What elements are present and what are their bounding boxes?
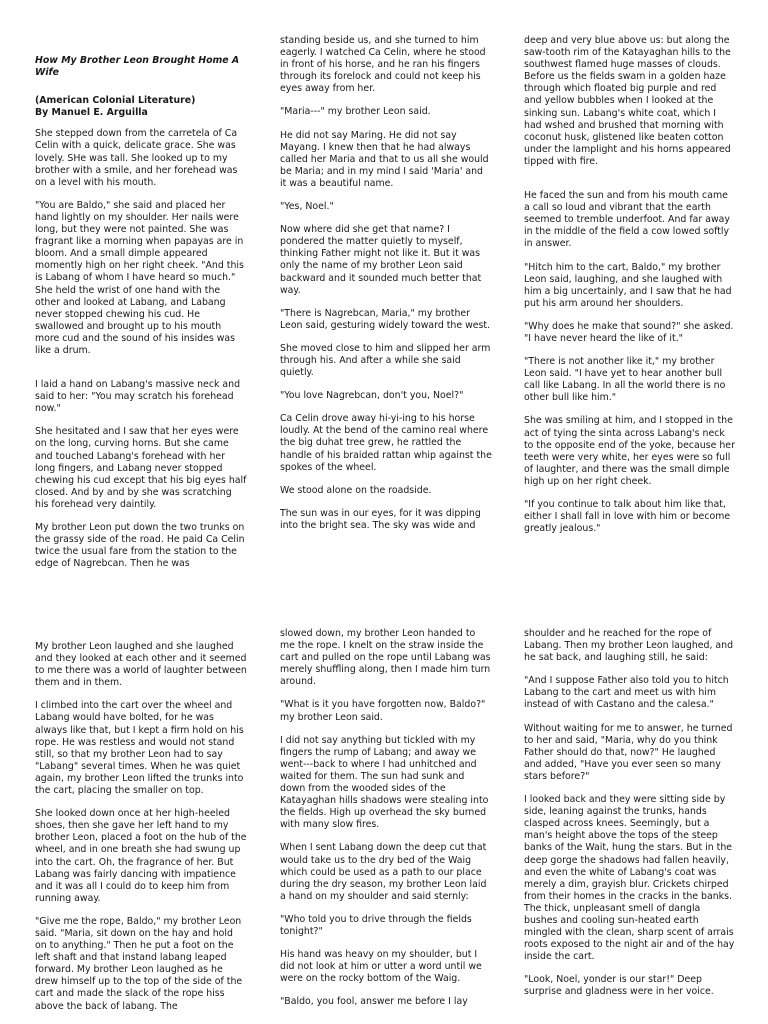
paragraph: standing beside us, and she turned to him eagerly. I watched Ca Celin, where he stood in front of his horse, and he ran his fingers through its forelock and could not keep his eyes away from her. (280, 35, 486, 95)
paragraph: He faced the sun and from his mouth came a call so loud and vibrant that the earth seemed to tremble underfoot. And far away in the middle of the field a cow lowed softly in answer. (524, 190, 730, 250)
paragraph: When I sent Labang down the deep cut that would take us to the dry bed of the Waig which could be used as a path to our place during the dry season, my brother Leon laid a hand on my shoulder and said sternly: (280, 842, 487, 902)
paragraph: "Who told you to drive through the fields tonight?" (280, 913, 472, 937)
author-line: By Manuel E. Arguilla (35, 107, 148, 119)
paragraph: His hand was heavy on my shoulder, but I did not look at him or utter a word until we were on the rocky bottom of the Waig. (280, 949, 482, 985)
paragraph: deep and very blue above us: but along the saw-tooth rim of the Katayaghan hills to the southwest flamed huge masses of clouds. Before us the fields swam in a golden haze through which floated big purple and red and yellow bubbles when I looked at the sinking sun. Labang's white coat, which I had wshed and brushed that morning with coconut husk, glistened like beaten cotton under the lamplight and his horns appeared tipped with fire. (524, 35, 731, 167)
column-4 (35, 641, 247, 1024)
story-source (35, 95, 247, 119)
paragraph: The sun was in our eyes, for it was dipping into the bright sea. The sky was wide and (280, 507, 481, 531)
paragraph: "Give me the rope, Baldo," my brother Leon said. "Maria, sit down on the hay and hold on to anything." Then he put a foot on the left shaft and that instand labang leaped forward. My brother Leon laughed as he drew himself up to the top of the side of the cart and made the slack of the rope hiss above the back of labang. The (35, 915, 243, 1012)
paragraph: I laid a hand on Labang's massive neck and said to her: "You may scratch his forehead now." (35, 379, 241, 415)
column-5 (280, 628, 492, 1019)
paragraph: I did not say anything but tickled with my fingers the rump of Labang; and away we went---back to where I had unhitched and waited for them. The sun had sunk and down from the wooded sides of the Katayaghan hills shadows were stealing into the fields. High up overhead the sky burned with many slow fires. (280, 734, 489, 831)
paragraph: "You are Baldo," she said and placed her hand lightly on my shoulder. Her nails were long, but they were not painted. She was fragrant like a morning when papayas are in bloom. And a small dimple appeared momently high on her right cheek. "And this is Labang of whom I have heard so much." She held the wrist of one hand with the other and looked at Labang, and Labang never stopped chewing his cud. He swallowed and brought up to his mouth more cud and the sound of his insides was like a drum. (35, 199, 244, 356)
paragraph: "Hitch him to the cart, Baldo," my brother Leon said, laughing, and she laughed with him a big uncertainly, and I saw that he had put his arm around her shoulders. (524, 261, 732, 309)
paragraph: Now where did she get that name? I pondered the matter quietly to myself, thinking Father might not like it. But it was only the name of my brother Leon said backward and it sounded much better that way. (280, 224, 482, 296)
paragraph: He did not say Maring. He did not say Mayang. I knew then that he had always called her Maria and that to us all she would be Maria; and in my mind I said 'Maria' and it was a beautiful name. (280, 129, 489, 189)
column-2 (280, 35, 492, 543)
paragraph: "Baldo, you fool, answer me before I lay (280, 996, 468, 1008)
paragraph: I looked back and they were sitting side by side, leaning against the trunks, hands clasped across knees. Seemingly, but a man's height above the tops of the steep banks of the Wait, hung the stars. But in the deep gorge the shadows had fallen heavily, and even the white of Labang's coat was merely a dim, grayish blur. Crickets chirped from their homes in the cracks in the banks. The thick, unpleasant smell of dangla bushes and cooling sun-heated earth mingled with the clean, sharp scent of arrais roots exposed to the night air and of the hay inside the cart. (524, 794, 735, 963)
paragraph: She stepped down from the carretela of Ca Celin with a quick, delicate grace. She was lovely. SHe was tall. She looked up to my brother with a smile, and her forehead was on a level with his mouth. (35, 128, 238, 188)
paragraph: "There is Nagrebcan, Maria," my brother Leon said, gesturing widely toward the west. (280, 307, 491, 331)
paragraph: "You love Nagrebcan, don't you, Noel?" (280, 390, 464, 402)
paragraph: She looked down once at her high-heeled shoes, then she gave her left hand to my brother Leon, placed a foot on the hub of the wheel, and in one breath she had swung up into the cart. Oh, the fragrance of her. But Labang was fairly dancing with impatience and it was all I could do to keep him from running away. (35, 808, 247, 904)
paragraph: Ca Celin drove away hi-yi-ing to his horse loudly. At the bend of the camino real where the big duhat tree grew, he rattled the handle of his braided rattan whip against the spokes of the wheel. (280, 413, 492, 473)
paragraph: "Look, Noel, yonder is our star!" Deep surprise and gladness were in her voice. (524, 974, 714, 998)
story-title: How My Brother Leon Brought Home A Wife (35, 55, 240, 79)
paragraph: I climbed into the cart over the wheel and Labang would have bolted, for he was always like that, but I kept a firm hold on his rope. He was restless and would not stand still, so that my brother Leon had to say "Labang" several times. When he was quiet again, my brother Leon lifted the trunks into the cart, placing the smaller on top. (35, 700, 244, 797)
paragraph: She was smiling at him, and I stopped in the act of tying the sinta across Labang's neck to the opposite end of the yoke, because her teeth were very white, her eyes were so full of laughter, and there was the small dimple high up on her right cheek. (524, 415, 735, 487)
paragraph: "If you continue to talk about him like that, either I shall fall in love with him or become greatly jealous." (524, 499, 731, 535)
paragraph: She hesitated and I saw that her eyes were on the long, curving horns. But she came and touched Labang's forehead with her long fingers, and Labang never stopped chewing his cud except that his big eyes half closed. And by and by she was scratching his forehead very daintily. (35, 426, 247, 510)
paragraph: slowed down, my brother Leon handed to me the rope. I knelt on the straw inside the cart and pulled on the rope until Labang was merely shuffling along, then I made him turn around. (280, 628, 491, 688)
column-1 (35, 55, 247, 581)
paragraph: She moved close to him and slipped her arm through his. And after a while she said quietly. (280, 342, 491, 379)
column-6 (524, 628, 736, 1010)
paragraph: "Maria---" my brother Leon said. (280, 106, 431, 118)
paragraph: "And I suppose Father also told you to hitch Labang to the cart and meet us with him instead of with Castano and the calesa." (524, 675, 729, 711)
paragraph: My brother Leon laughed and she laughed and they looked at each other and it seemed to me there was a world of laughter between them and in them. (35, 641, 247, 689)
source-line: (American Colonial Literature) (35, 95, 196, 107)
column-3 (524, 35, 736, 546)
paragraph: Without waiting for me to answer, he turned to her and said, "Maria, why do you think Father should do that, now?" He laughed and added, "Have you ever seen so many stars before?" (524, 722, 733, 782)
paragraph: shoulder and he reached for the rope of Labang. Then my brother Leon laughed, and he sat back, and laughing still, he said: (524, 628, 734, 664)
paragraph: "There is not another like it," my brother Leon said. "I have yet to hear another bull call like Labang. In all the world there is no other bull like him." (524, 356, 726, 404)
paragraph: "Why does he make that sound?" she asked. "I have never heard the like of it." (524, 320, 734, 344)
paragraph: My brother Leon put down the two trunks on the grassy side of the road. He paid Ca Celin twice the usual fare from the station to the edge of Nagrebcan. Then he was (35, 522, 245, 570)
paragraph: "What is it you have forgotten now, Baldo?" my brother Leon said. (280, 699, 486, 723)
paragraph: We stood alone on the roadside. (280, 484, 432, 496)
paragraph: "Yes, Noel." (280, 201, 334, 213)
